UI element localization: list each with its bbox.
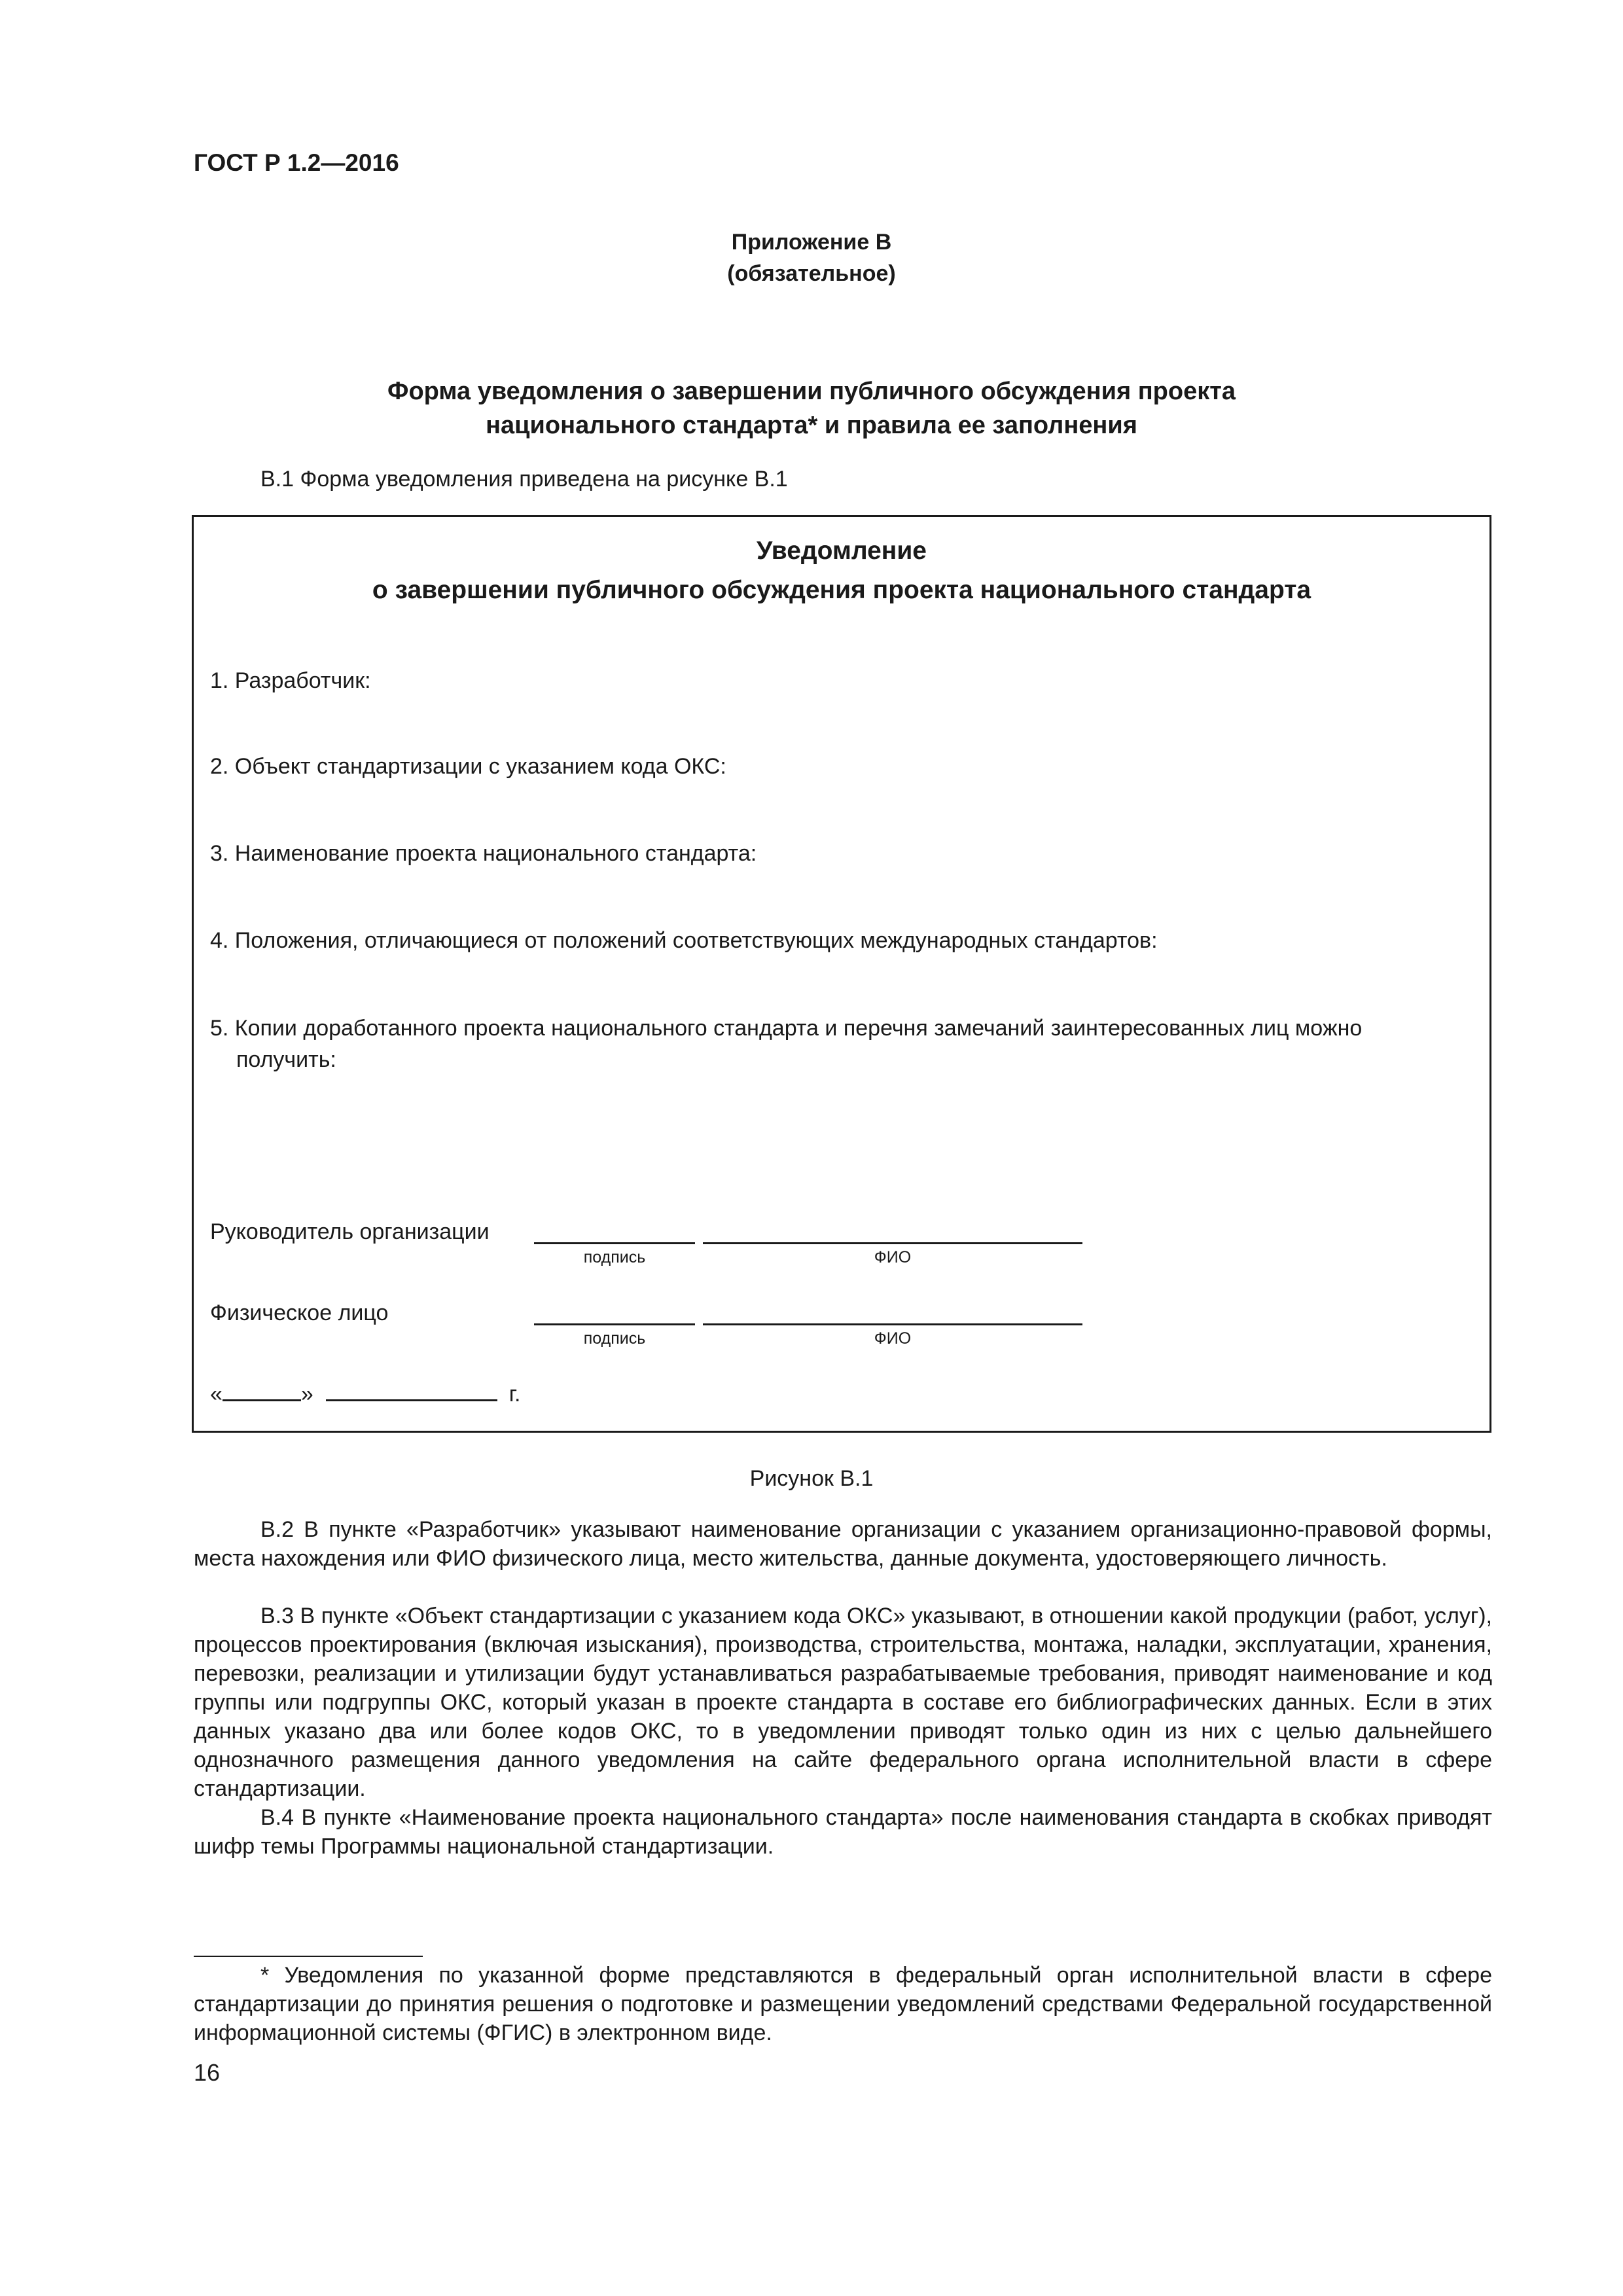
figure-caption: Рисунок В.1: [749, 1466, 874, 1491]
appendix-title: Приложение В: [731, 230, 892, 255]
paragraph-b2: В.2 В пункте «Разработчик» указывают наименование организации с указанием организационно-правовой формы, места нахождения или ФИО физического лица, место жительства, данные документа, удостоверяющего личность.: [194, 1517, 1492, 1571]
form-subtitle: о завершении публичного обсуждения проекта национального стандарта: [372, 576, 1311, 604]
name-caption: ФИО: [874, 1329, 912, 1348]
section-title-line-1: Форма уведомления о завершении публичного обсуждения проекта: [387, 378, 1236, 405]
date-year-suffix: г.: [508, 1382, 521, 1407]
appendix-status: (обязательное): [727, 261, 896, 286]
paragraph-b3: В.3 В пункте «Объект стандартизации с указанием кода ОКС» указывают, в отношении какой продукции (работ, услуг), процессов проектирования (включая изыскания), производства, строительства, монтажа, наладки, эксплуатации, хранения, перевозки, реализации и утилизации будут устанавливаться разрабатываемые требования, приводят наименование и код группы или подгруппы ОКС, который указан в проекте стандарта в составе его библиографических данных. Если в этих данных указано два или более кодов ОКС, то в уведомлении приводят только один из них с целью дальнейшего однозначного размещения данного уведомления на сайте федерального органа исполнительной власти в сфере стандартизации.: [194, 1604, 1492, 1801]
form-item-object: 2. Объект стандартизации с указанием кода ОКС:: [210, 754, 726, 779]
signature-line[interactable]: [534, 1242, 695, 1244]
footnote: * Уведомления по указанной форме представляются в федеральный орган исполнительной власти в сфере стандартизации до принятия решения о подготовке и размещении уведомлений средствами Федеральной государственной информационной системы (ФГИС) в электронном виде.: [194, 1963, 1492, 2045]
signature-label-head: Руководитель организации: [210, 1219, 490, 1244]
form-title: Уведомление: [756, 537, 927, 565]
section-title-line-2: национального стандарта* и правила ее заполнения: [486, 412, 1137, 439]
signature-label-person: Физическое лицо: [210, 1300, 389, 1325]
form-item-differences: 4. Положения, отличающиеся от положений соответствующих международных стандартов:: [210, 928, 1158, 953]
form-item-copies-cont: получить:: [236, 1047, 336, 1072]
form-item-copies: [210, 1013, 1480, 1075]
page-number: 16: [194, 2059, 221, 2086]
name-line[interactable]: [703, 1242, 1082, 1244]
date-open-quote: «: [210, 1382, 223, 1407]
form-item-developer: 1. Разработчик:: [210, 668, 371, 693]
signature-caption: подпись: [583, 1329, 646, 1348]
signature-caption: подпись: [583, 1248, 646, 1266]
form-item-project-name: 3. Наименование проекта национального стандарта:: [210, 841, 757, 866]
document-code: ГОСТ Р 1.2—2016: [194, 149, 399, 176]
name-line[interactable]: [703, 1323, 1082, 1325]
date-month-line[interactable]: [326, 1380, 497, 1401]
intro-text: В.1 Форма уведомления приведена на рисунке В.1: [260, 467, 788, 492]
date-field: [210, 1380, 520, 1407]
form-item-copies-text: 5. Копии доработанного проекта национального стандарта и перечня замечаний заинтересованных лиц можно: [210, 1016, 1363, 1041]
footnote-divider: [194, 1956, 423, 1957]
notification-form: [192, 515, 1491, 1433]
date-day-line[interactable]: [223, 1380, 301, 1401]
signature-line[interactable]: [534, 1323, 695, 1325]
section-title: [0, 374, 1623, 442]
date-close-quote: »: [300, 1382, 313, 1407]
name-caption: ФИО: [874, 1248, 912, 1266]
paragraph-b4: В.4 В пункте «Наименование проекта национального стандарта» после наименования стандарта в скобках приводят шифр темы Программы национальной стандартизации.: [194, 1805, 1492, 1859]
